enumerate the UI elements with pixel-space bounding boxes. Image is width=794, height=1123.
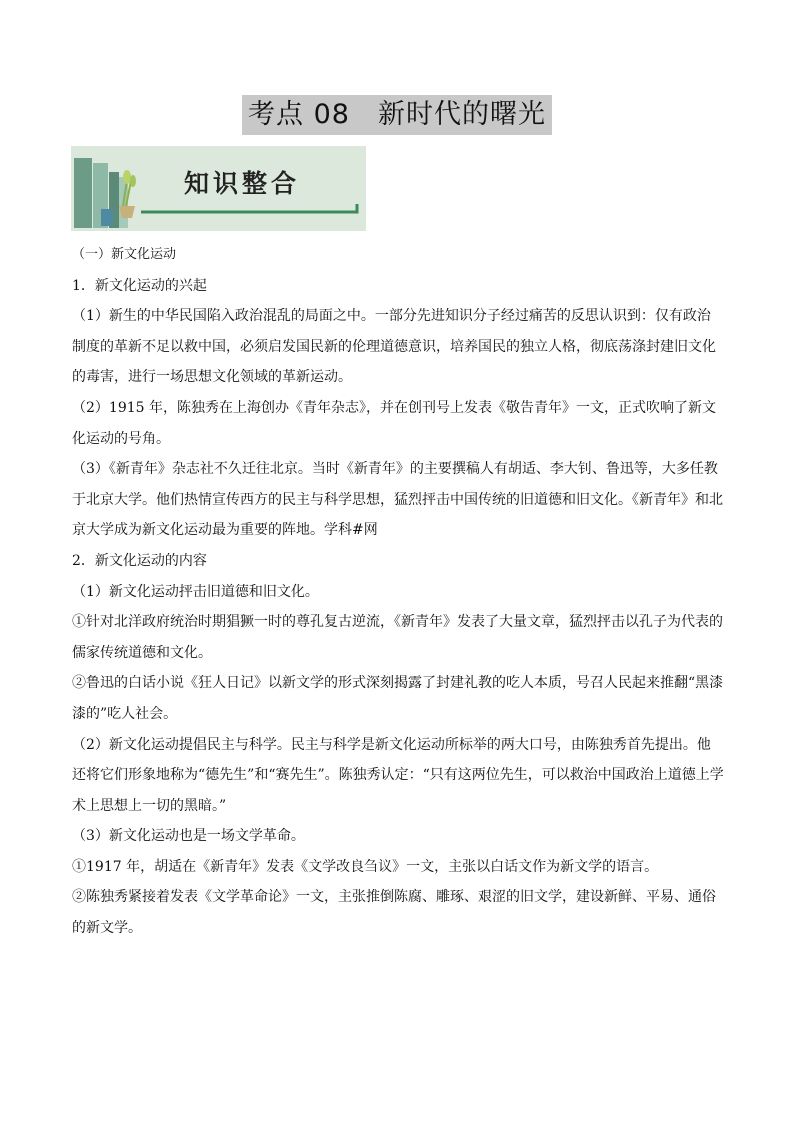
subsection-heading: 1．新文化运动的兴起 [72,277,207,294]
paragraph: （1）新生的中华民国陷入政治混乱的局面之中。一部分先进知识分子经过痛苦的反思认识到：仅有政治制度的革新不足以救中国，必须启发国民新的伦理道德意识，培养国民的独立人格，彻底荡涤封建旧文化的毒害，进行一场思想文化领域的革新运动。 [72,308,716,386]
page-title: 考点 08 新时代的曙光 [242,95,552,135]
paragraph: （2）新文化运动提倡民主与科学。民主与科学是新文化运动所标举的两大口号，由陈独秀首先提出。他还将它们形象地称为“德先生”和“赛先生”。陈独秀认定：“只有这两位先生，可以救治中国政治上道德上学术上思想上一切的黑暗。” [72,736,724,814]
section-heading: （一）新文化运动 [72,247,177,262]
paragraph: ①1917 年，胡适在《新青年》发表《文学改良刍议》一文，主张以白话文作为新文学的语言。 [72,858,659,875]
paragraph: （3）新文化运动也是一场文学革命。 [72,828,305,845]
subsection-heading: 2．新文化运动的内容 [72,552,207,569]
paragraph: （3）《新青年》杂志社不久迁往北京。当时《新青年》的主要撰稿人有胡适、李大钊、鲁迅等，大多任教于北京大学。他们热情宣传西方的民主与科学思想，猛烈抨击中国传统的旧道德和旧文化。《新青年》和北京大学成为新文化运动最为重要的阵地。学科#网 [72,461,723,539]
banner-label: 知识整合 [184,169,301,198]
paragraph: ①针对北洋政府统治时期猖獗一时的尊孔复古逆流，《新青年》发表了大量文章，猛烈抨击以孔子为代表的儒家传统道德和文化。 [72,614,723,661]
paragraph: （2）1915 年，陈独秀在上海创办《青年杂志》，并在创刊号上发表《敬告青年》一文，正式吹响了新文化运动的号角。 [72,399,716,447]
paragraph: ②陈独秀紧接着发表《文学革命论》一文，主张推倒陈腐、雕琢、艰涩的旧文学，建设新鲜、平易、通俗的新文学。 [72,889,716,937]
paragraph: ②鲁迅的白话小说《狂人日记》以新文学的形式深刻揭露了封建礼教的吃人本质，号召人民起来推翻“黑漆漆的”吃人社会。 [72,675,724,722]
section-banner [71,146,366,231]
paragraph: （1）新文化运动抨击旧道德和旧文化。 [72,583,319,600]
document-body [72,240,724,944]
